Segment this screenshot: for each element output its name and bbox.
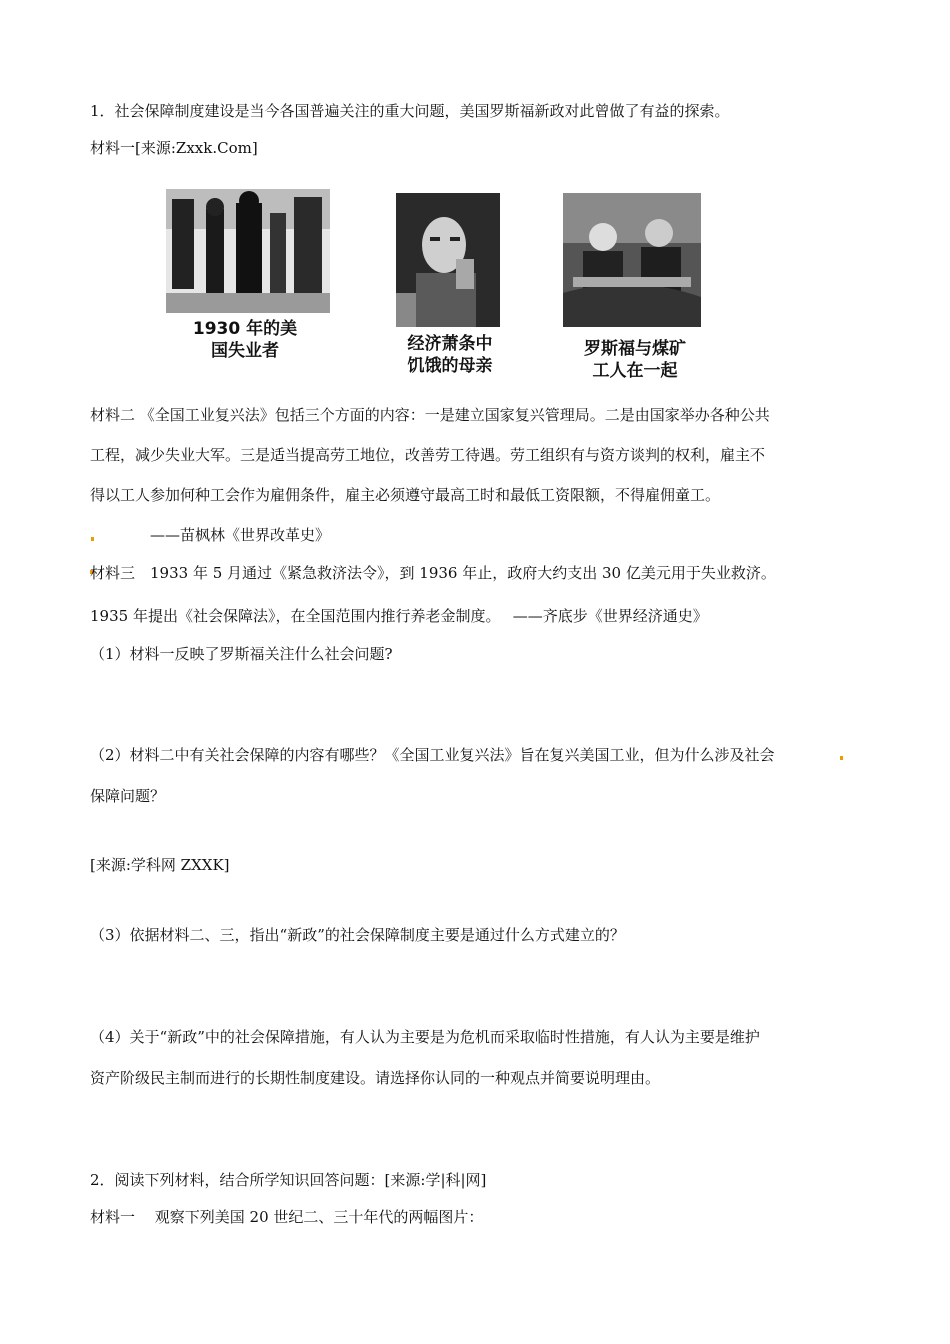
q1-material-2-line-1: 材料二 《全国工业复兴法》包括三个方面的内容：一是建立国家复兴管理局。二是由国家举办各种公共 [90,406,770,424]
q1-material-2-line-2: 工程，减少失业大军。三是适当提高劳工地位，改善劳工待遇。劳工组织有与资方谈判的权利，雇主不 [90,446,766,464]
q1-material-3-line-1: 材料三 1933 年 5 月通过《紧急救济法令》，到 1936 年止，政府大约支出 30 亿美元用于失业救济。 [90,564,776,582]
photo-caption-2-line-1: 经济萧条中 [407,334,493,354]
q1-stem: 1．社会保障制度建设是当今各国普遍关注的重大问题，美国罗斯福新政对此曾做了有益的探索。 [90,102,730,120]
q1-material-2-line-3: 得以工人参加何种工会作为雇佣条件，雇主必须遵守最高工时和最低工资限额，不得雇佣童工。 [90,486,721,504]
q1-sub-question-3: （3）依据材料二、三，指出“新政”的社会保障制度主要是通过什么方式建立的？ [90,926,625,944]
q1-sub-question-4-line-2: 资产阶级民主制而进行的长期性制度建设。请选择你认同的一种观点并简要说明理由。 [90,1069,661,1087]
photo-hungry-mother [396,193,500,327]
q1-material-3-line-2: 1935 年提出《社会保障法》，在全国范围内推行养老金制度。 ——齐底步《世界经济通史》 [90,607,708,625]
q1-material-2-source: ——苗枫林《世界改革史》 [150,526,331,544]
source-note: [来源:学科网 ZXXK] [90,856,230,874]
q2-material-1: 材料一 观察下列美国 20 世纪二、三十年代的两幅图片： [90,1208,484,1226]
q1-sub-question-4-line-1: （4）关于“新政”中的社会保障措施，有人认为主要是为危机而采取临时性措施，有人认为主要是维护 [90,1028,760,1046]
photo-caption-1-line-2: 国失业者 [211,341,279,361]
photo-caption-1 [170,318,320,362]
photo-caption-3-line-2: 工人在一起 [592,361,678,381]
q1-material-1-label: 材料一[来源:Zxxk.Com] [90,139,258,157]
photo-unemployed-1930 [166,189,330,313]
q1-sub-question-1: （1）材料一反映了罗斯福关注什么社会问题? [90,645,393,663]
mark-dot [840,756,843,760]
photo-caption-3 [560,338,710,382]
photo-caption-1-line-1: 1930 年的美 [192,319,298,339]
q1-sub-question-2-line-1: （2）材料二中有关社会保障的内容有哪些？《全国工业复兴法》旨在复兴美国工业，但为什么涉及社会 [90,746,775,764]
q2-stem: 2．阅读下列材料，结合所学知识回答问题：[来源:学|科|网] [90,1171,487,1189]
q1-sub-question-2-line-2: 保障问题？ [90,787,166,805]
photo-caption-3-line-1: 罗斯福与煤矿 [584,339,686,359]
photo-roosevelt-miners [563,193,701,327]
mark-dot [91,537,94,541]
photo-caption-2 [380,333,520,377]
photo-caption-2-line-2: 饥饿的母亲 [407,356,493,376]
